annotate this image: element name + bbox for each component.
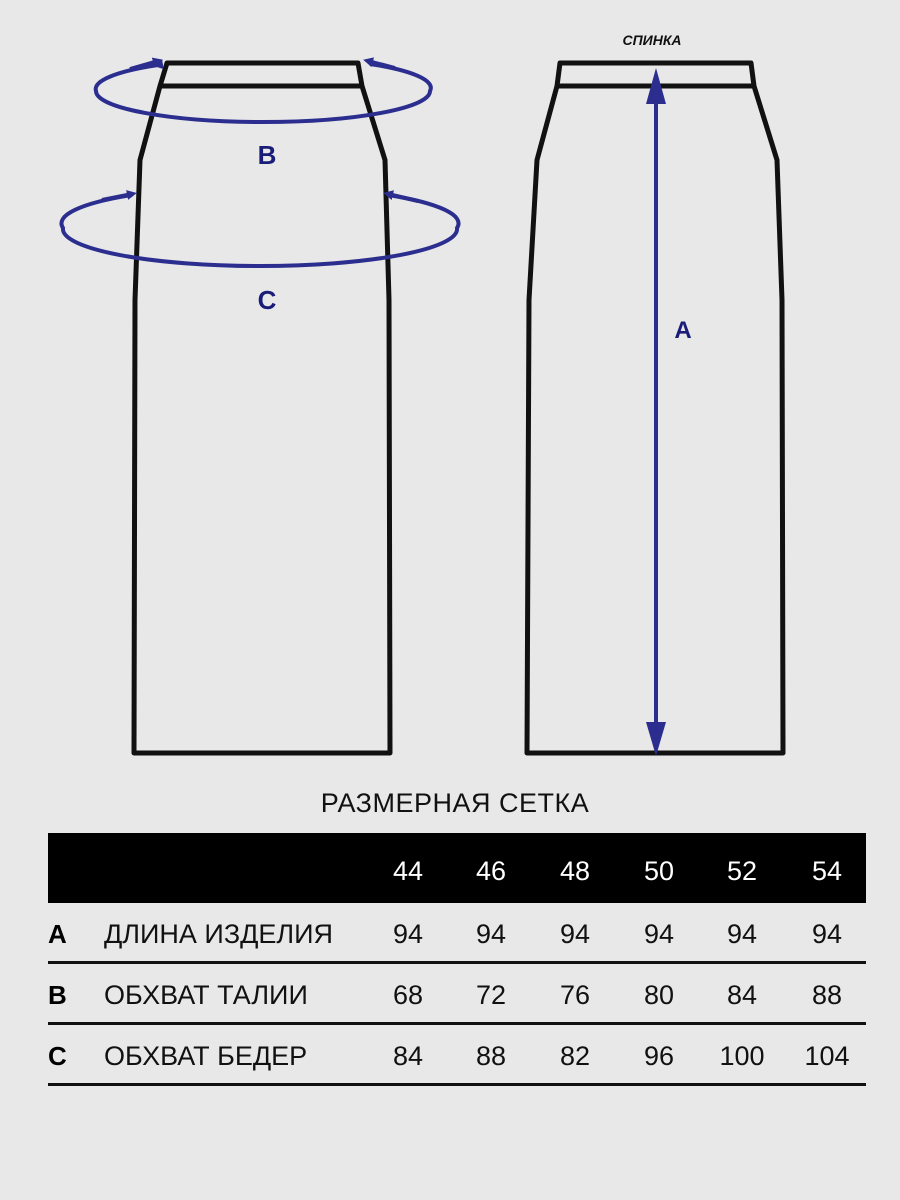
back-label: СПИНКА xyxy=(622,32,682,48)
table-cell: 94 xyxy=(475,919,507,949)
hip-ellipse-arc xyxy=(61,195,458,266)
table-cell: 84 xyxy=(726,980,758,1010)
waist-ellipse-front-arc xyxy=(96,64,431,122)
label-c: C xyxy=(257,285,277,315)
table-cell: 94 xyxy=(392,919,424,949)
row-key: C xyxy=(48,1041,67,1071)
front-waistband-shape xyxy=(160,63,362,86)
table-cell: 68 xyxy=(392,980,424,1010)
table-cell: 76 xyxy=(559,980,591,1010)
table-cell: 80 xyxy=(643,980,675,1010)
table-row-waist xyxy=(48,964,866,1025)
size-col-44: 44 xyxy=(392,856,424,886)
table-cell: 82 xyxy=(559,1041,591,1071)
table-cell: 100 xyxy=(719,1041,765,1071)
size-col-50: 50 xyxy=(643,856,675,886)
size-col-52: 52 xyxy=(726,856,758,886)
table-cell: 104 xyxy=(804,1041,850,1071)
table-cell: 96 xyxy=(643,1041,675,1071)
table-cell: 88 xyxy=(475,1041,507,1071)
row-label: ОБХВАТ ТАЛИИ xyxy=(104,980,308,1010)
size-col-46: 46 xyxy=(475,856,507,886)
table-cell: 84 xyxy=(392,1041,424,1071)
size-col-54: 54 xyxy=(811,856,843,886)
label-b: B xyxy=(257,140,277,170)
length-measure xyxy=(646,68,666,756)
row-label: ДЛИНА ИЗДЕЛИЯ xyxy=(104,919,334,949)
front-skirt-body xyxy=(134,86,390,753)
size-col-48: 48 xyxy=(559,856,591,886)
table-cell: 94 xyxy=(811,919,843,949)
row-key: B xyxy=(48,980,67,1010)
hip-measure xyxy=(61,194,458,266)
table-cell: 94 xyxy=(643,919,675,949)
table-cell: 94 xyxy=(559,919,591,949)
size-chart-title: РАЗМЕРНАЯ СЕТКА xyxy=(320,788,590,818)
table-row-hip xyxy=(48,1025,866,1086)
row-label: ОБХВАТ БЕДЕР xyxy=(104,1041,308,1071)
table-row-length xyxy=(48,903,866,964)
waist-measure xyxy=(96,61,431,122)
table-cell: 72 xyxy=(475,980,507,1010)
size-table xyxy=(48,833,866,1086)
row-key: A xyxy=(48,919,67,949)
label-a: A xyxy=(674,317,692,344)
table-cell: 88 xyxy=(811,980,843,1010)
size-header-row xyxy=(48,833,866,903)
table-cell: 94 xyxy=(726,919,758,949)
